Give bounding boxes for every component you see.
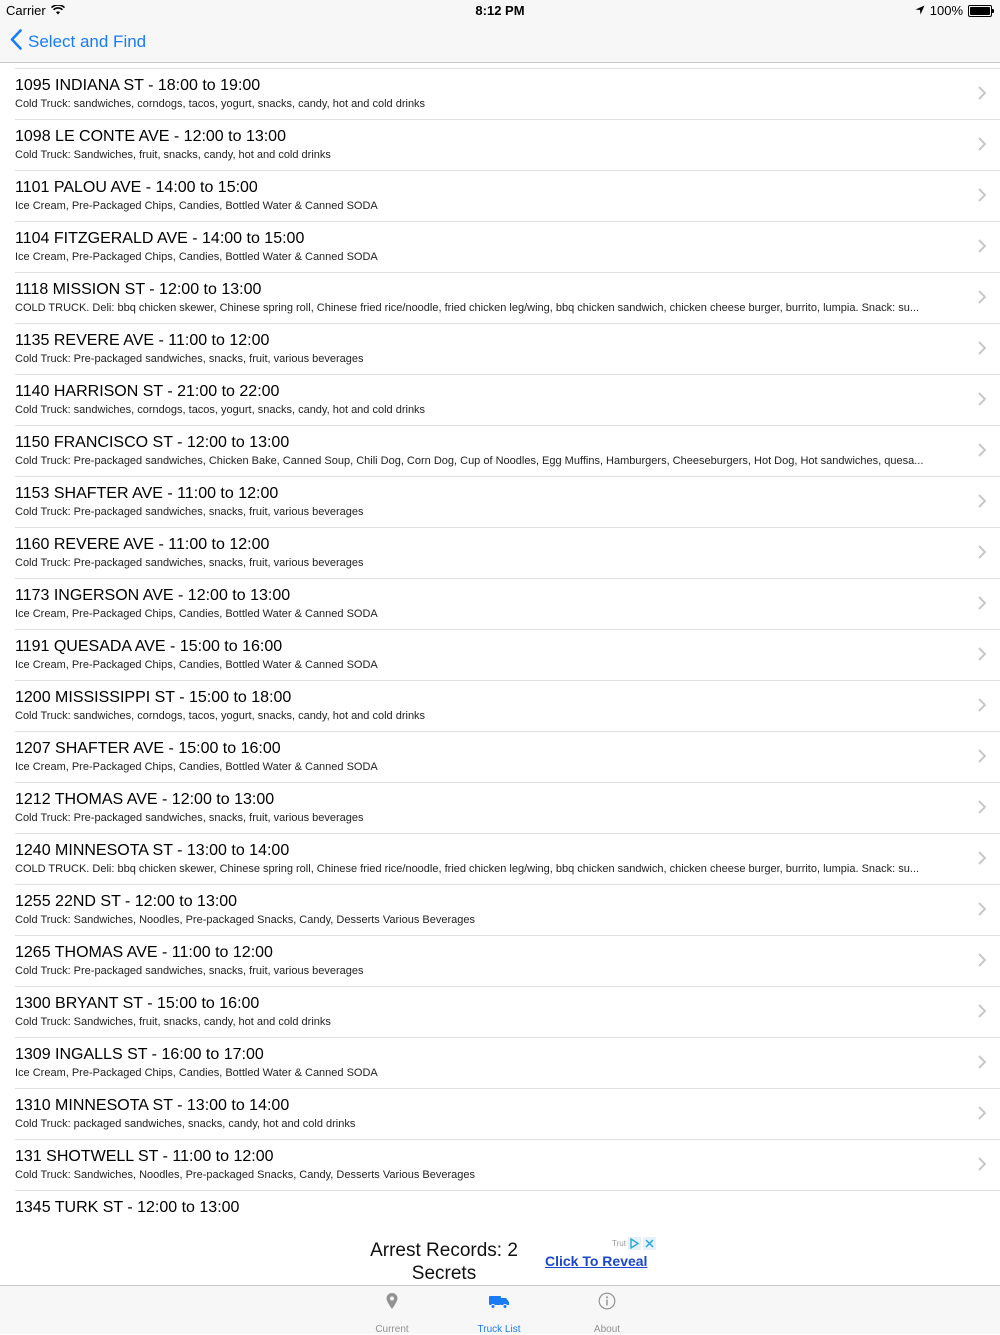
list-item-title: 1098 LE CONTE AVE - 12:00 to 13:00 <box>15 128 286 145</box>
chevron-right-icon <box>978 953 986 972</box>
chevron-right-icon <box>978 1157 986 1176</box>
chevron-right-icon <box>978 443 986 462</box>
list-item-title: 1265 THOMAS AVE - 11:00 to 12:00 <box>15 944 273 961</box>
ad-choices-icon[interactable] <box>628 1237 641 1250</box>
list-item-subtitle: Ice Cream, Pre-Packaged Chips, Candies, Bottled Water & Canned SODA <box>15 200 378 212</box>
list-item-title: 1095 INDIANA ST - 18:00 to 19:00 <box>15 77 261 94</box>
list-item-subtitle: Ice Cream, Pre-Packaged Chips, Candies, Bottled Water & Canned SODA <box>15 1067 378 1079</box>
list-item[interactable] <box>15 273 1000 324</box>
chevron-right-icon <box>978 86 986 105</box>
list-item-title: 1173 INGERSON AVE - 12:00 to 13:00 <box>15 587 291 604</box>
list-item-subtitle: Cold Truck: Pre-packaged sandwiches, snacks, fruit, various beverages <box>15 506 364 518</box>
list-item[interactable] <box>15 885 1000 936</box>
chevron-right-icon <box>978 698 986 717</box>
tab-truck-list-label: Truck List <box>477 1324 521 1335</box>
list-item-title: 1104 FITZGERALD AVE - 14:00 to 15:00 <box>15 230 305 247</box>
chevron-right-icon <box>978 851 986 870</box>
chevron-right-icon <box>978 545 986 564</box>
list-item-subtitle: Cold Truck: sandwiches, corndogs, tacos, yogurt, snacks, candy, hot and cold drinks <box>15 98 426 110</box>
list-item-subtitle: Cold Truck: Pre-packaged sandwiches, snacks, fruit, various beverages <box>15 353 364 365</box>
chevron-right-icon <box>978 341 986 360</box>
list-item-title: 1200 MISSISSIPPI ST - 15:00 to 18:00 <box>15 689 292 706</box>
list-item-subtitle: Cold Truck: Pre-packaged sandwiches, Chicken Bake, Canned Soup, Chili Dog, Corn Dog, Cup of Noodles, Egg Muffins, Hamburgers, Cheeseburgers, Hot Dog, Hot sandwiches, quesa... <box>15 455 924 467</box>
list-item[interactable] <box>15 477 1000 528</box>
list-item-title: 1135 REVERE AVE - 11:00 to 12:00 <box>15 332 270 349</box>
list-item[interactable] <box>15 732 1000 783</box>
chevron-right-icon <box>978 1004 986 1023</box>
list-item[interactable] <box>15 528 1000 579</box>
list-item-title: 1240 MINNESOTA ST - 13:00 to 14:00 <box>15 842 290 859</box>
list-item-subtitle: Ice Cream, Pre-Packaged Chips, Candies, Bottled Water & Canned SODA <box>15 608 378 620</box>
list-item-title: 1212 THOMAS AVE - 12:00 to 13:00 <box>15 791 275 808</box>
location-pin-icon <box>352 1292 432 1314</box>
battery-icon <box>968 5 992 17</box>
battery-percent: 100% <box>929 3 963 18</box>
chevron-right-icon <box>978 188 986 207</box>
list-item-title: 1150 FRANCISCO ST - 12:00 to 13:00 <box>15 434 290 451</box>
list-item[interactable] <box>15 375 1000 426</box>
list-item[interactable] <box>15 171 1000 222</box>
list-item-title: 1118 MISSION ST - 12:00 to 13:00 <box>15 281 262 298</box>
tab-about[interactable] <box>567 1292 647 1335</box>
tab-truck-list[interactable] <box>459 1292 539 1335</box>
list-item-subtitle: COLD TRUCK. Deli: bbq chicken skewer, Chinese spring roll, Chinese fried rice/noodle, fried chicken leg/wing, bbq chicken sandwich, chicken cheese burger, burrito, lumpia. Snack: su... <box>15 302 920 314</box>
list-item[interactable] <box>15 834 1000 885</box>
ad-banner[interactable] <box>0 1237 1000 1285</box>
list-item-subtitle: Cold Truck: sandwiches, corndogs, tacos, yogurt, snacks, candy, hot and cold drinks <box>15 404 426 416</box>
list-item-subtitle: Cold Truck: Pre-packaged sandwiches, snacks, fruit, various beverages <box>15 965 364 977</box>
carrier-label: Carrier <box>6 3 46 18</box>
list-item[interactable] <box>15 426 1000 477</box>
list-item-subtitle: Cold Truck: packaged sandwiches, snacks, candy, hot and cold drinks <box>15 1118 356 1130</box>
list-item-title: 1101 PALOU AVE - 14:00 to 15:00 <box>15 179 258 196</box>
close-icon[interactable] <box>643 1237 656 1250</box>
list-item[interactable] <box>15 324 1000 375</box>
list-item-title: 1255 22ND ST - 12:00 to 13:00 <box>15 893 238 910</box>
ad-choices[interactable] <box>612 1237 656 1250</box>
list-item[interactable] <box>15 1191 1000 1237</box>
truck-list[interactable] <box>0 63 1000 1237</box>
list-item[interactable] <box>15 630 1000 681</box>
list-item-title: 1207 SHAFTER AVE - 15:00 to 16:00 <box>15 740 281 757</box>
list-item[interactable] <box>15 69 1000 120</box>
list-item[interactable] <box>15 681 1000 732</box>
chevron-right-icon <box>978 239 986 258</box>
list-item[interactable] <box>15 120 1000 171</box>
list-item-subtitle: Cold Truck: Sandwiches, fruit, snacks, candy, hot and cold drinks <box>15 1016 331 1028</box>
list-item-subtitle: Cold Truck: Pre-packaged sandwiches, snacks, fruit, various beverages <box>15 812 364 824</box>
chevron-right-icon <box>978 902 986 921</box>
chevron-left-icon <box>10 29 22 55</box>
list-item-subtitle: COLD TRUCK. Deli: bbq chicken skewer, Chinese spring roll, Chinese fried rice/noodle, fried chicken leg/wing, bbq chicken sandwich, chicken cheese burger, burrito, lumpia. Snack: su... <box>15 863 920 875</box>
list-item[interactable] <box>15 783 1000 834</box>
list-item-subtitle: Cold Truck: Sandwiches, fruit, snacks, candy, hot and cold drinks <box>15 149 331 161</box>
list-item-title: 1309 INGALLS ST - 16:00 to 17:00 <box>15 1046 264 1063</box>
location-arrow-icon <box>915 3 925 18</box>
list-item-title: 1160 REVERE AVE - 11:00 to 12:00 <box>15 536 270 553</box>
list-item-title: 1191 QUESADA AVE - 15:00 to 16:00 <box>15 638 283 655</box>
back-button[interactable] <box>10 29 146 55</box>
list-item-title: 1153 SHAFTER AVE - 11:00 to 12:00 <box>15 485 279 502</box>
list-item[interactable] <box>15 936 1000 987</box>
truck-list-track <box>0 63 1000 1237</box>
status-right <box>915 3 992 18</box>
list-item-subtitle: Ice Cream, Pre-Packaged Chips, Candies, Bottled Water & Canned SODA <box>15 659 378 671</box>
back-button-label: Select and Find <box>28 32 147 51</box>
chevron-right-icon <box>978 800 986 819</box>
chevron-right-icon <box>978 749 986 768</box>
chevron-right-icon <box>978 647 986 666</box>
tab-bar <box>0 1285 1000 1334</box>
list-item[interactable] <box>15 1089 1000 1140</box>
list-item-subtitle: Cold Truck: Pre-packaged sandwiches, snacks, fruit, various beverages <box>15 557 364 569</box>
list-item-title: 1345 TURK ST - 12:00 to 13:00 <box>15 1199 240 1216</box>
ad-headline[interactable]: Arrest Records: 2 Secrets <box>370 1240 518 1284</box>
list-item-title: 1140 HARRISON ST - 21:00 to 22:00 <box>15 383 280 400</box>
list-item-subtitle: Cold Truck: Sandwiches, Noodles, Pre-packaged Snacks, Candy, Desserts Various Beverages <box>15 914 475 926</box>
list-item-subtitle: Ice Cream, Pre-Packaged Chips, Candies, Bottled Water & Canned SODA <box>15 251 378 263</box>
list-item-subtitle: Ice Cream, Pre-Packaged Chips, Candies, Bottled Water & Canned SODA <box>15 761 378 773</box>
chevron-right-icon <box>978 1055 986 1074</box>
list-item[interactable] <box>15 579 1000 630</box>
ad-link[interactable]: Click To Reveal <box>545 1253 648 1269</box>
chevron-right-icon <box>978 137 986 156</box>
navigation-bar <box>0 20 1000 63</box>
ad-choices-label: Trut <box>612 1239 626 1248</box>
tab-current-label: Current <box>375 1324 409 1335</box>
chevron-right-icon <box>978 494 986 513</box>
list-item[interactable] <box>15 222 1000 273</box>
tab-current[interactable] <box>352 1292 432 1335</box>
chevron-right-icon <box>978 290 986 309</box>
list-item[interactable] <box>15 1038 1000 1089</box>
list-item[interactable] <box>15 1140 1000 1191</box>
status-time: 8:12 PM <box>475 3 525 18</box>
chevron-right-icon <box>978 392 986 411</box>
list-item-title: 1310 MINNESOTA ST - 13:00 to 14:00 <box>15 1097 290 1114</box>
info-icon <box>567 1292 647 1314</box>
list-item[interactable] <box>15 987 1000 1038</box>
chevron-right-icon <box>978 1106 986 1125</box>
list-item-subtitle: Cold Truck: sandwiches, corndogs, tacos, yogurt, snacks, candy, hot and cold drinks <box>15 710 426 722</box>
list-item-subtitle: Cold Truck: Sandwiches, Noodles, Pre-packaged Snacks, Candy, Desserts Various Beverages <box>15 1169 475 1181</box>
chevron-right-icon <box>978 596 986 615</box>
truck-icon <box>459 1292 539 1314</box>
status-bar <box>0 0 1000 20</box>
list-item-title: 1300 BRYANT ST - 15:00 to 16:00 <box>15 995 260 1012</box>
tab-about-label: About <box>593 1324 621 1335</box>
list-item-title: 131 SHOTWELL ST - 11:00 to 12:00 <box>15 1148 274 1165</box>
